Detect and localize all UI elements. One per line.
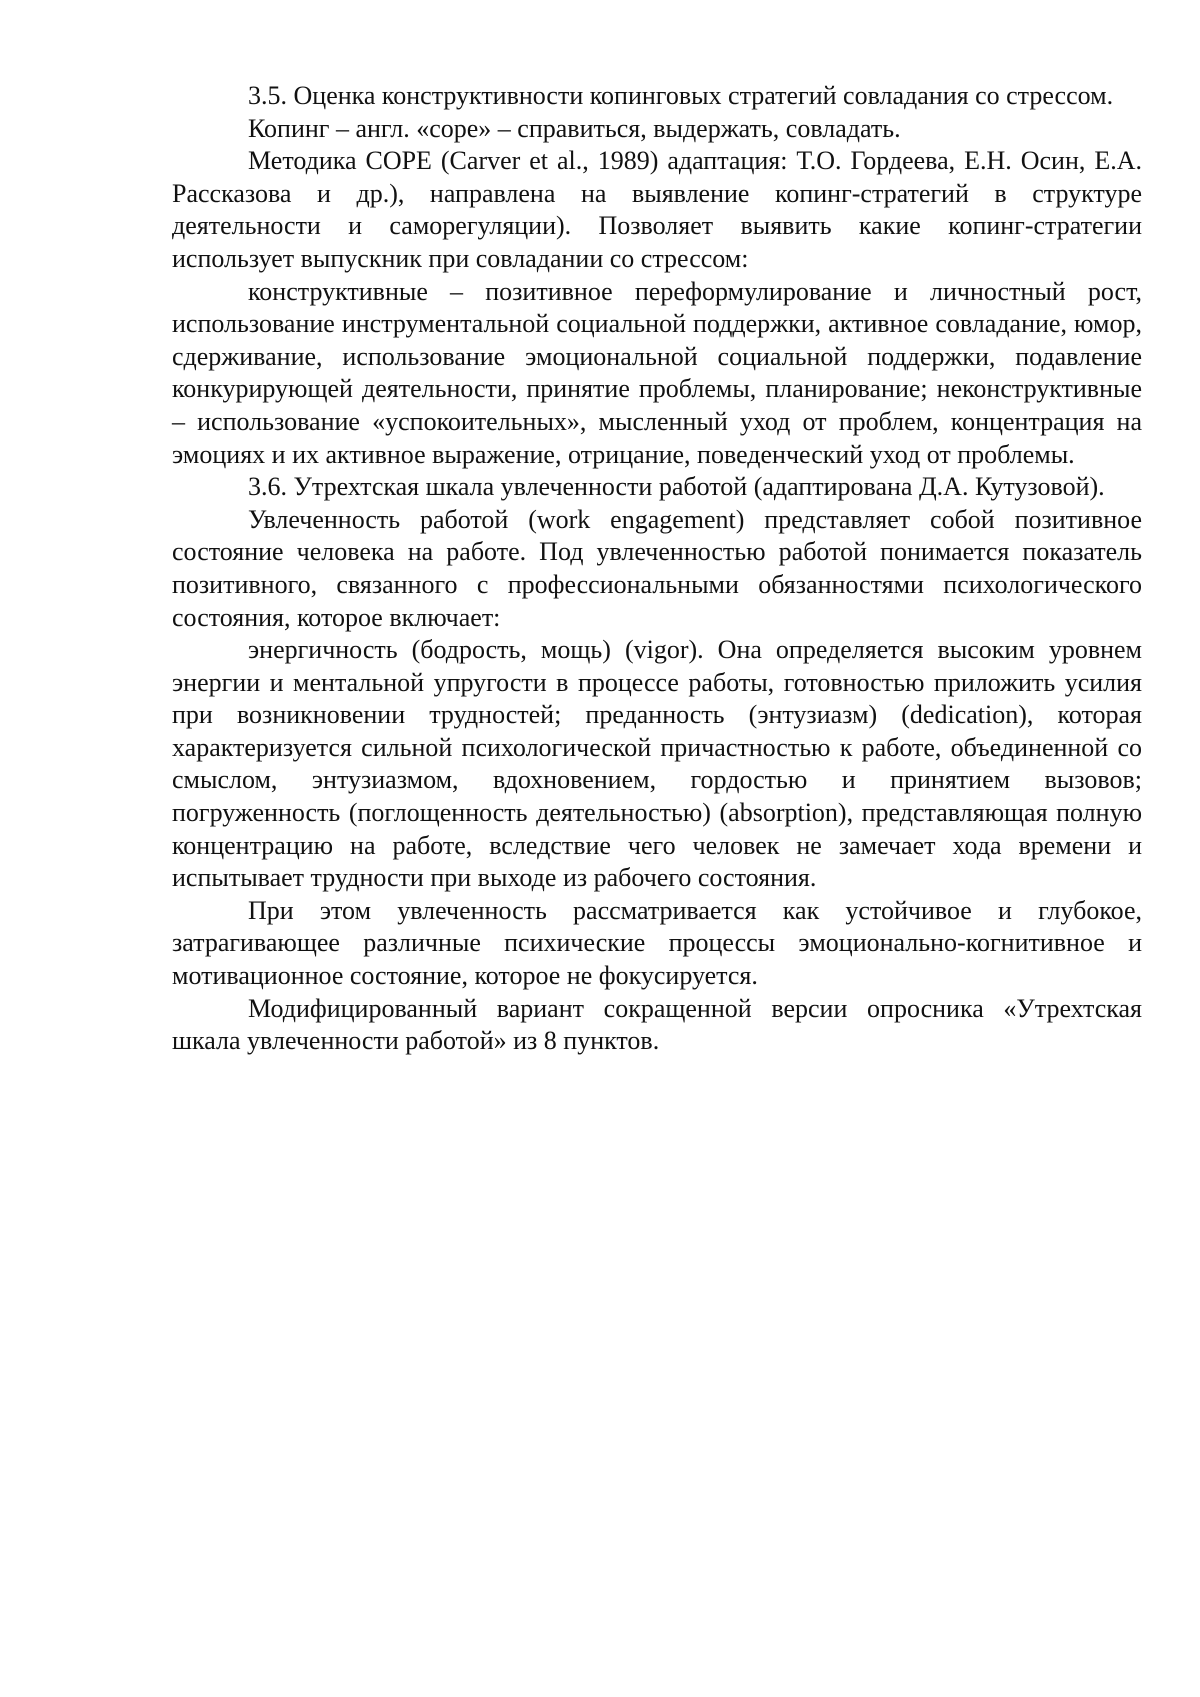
document-body [172,80,1142,1058]
coping-definition: Копинг – англ. «cope» – справиться, выдержать, совладать. [248,113,901,143]
section-heading-3-6: 3.6. Утрехтская шкала увлеченности работой (адаптирована Д.А. Кутузовой). [248,472,1105,502]
questionnaire-version-note: Модифицированный вариант сокращенной версии опросника «Утрехтская шкала увлеченности работой» из 8 пунктов. [172,993,1142,1056]
cope-method-description: Методика СОРЕ (Carver et al., 1989) адаптация: Т.О. Гордеева, Е.Н. Осин, Е.А. Рассказова и др.), направлена на выявление копинг-стратегий в структуре деятельности и саморегуляции). Позволяет выявить какие копинг-стратегии использует выпускник при совладании со стрессом: [172,146,1142,273]
coping-strategies-list: конструктивные – позитивное переформулирование и личностный рост, использование инструментальной социальной поддержки, активное совладание, юмор, сдерживание, использование эмоциональной социальной поддержки, подавление конкурирующей деятельности, принятие проблемы, планирование; неконструктивные – использование «успокоительных», мысленный уход от проблем, концентрация на эмоциях и их активное выражение, отрицание, поведенческий уход от проблемы. [172,276,1142,469]
section-heading-3-5: 3.5. Оценка конструктивности копинговых стратегий совладания со стрессом. [248,81,1114,110]
work-engagement-definition: Увлеченность работой (work engagement) представляет собой позитивное состояние человека на работе. Под увлеченностью работой понимается показатель позитивного, связанного с профессиональными обязанностями психологического состояния, которое включает: [172,504,1142,632]
engagement-components: энергичность (бодрость, мощь) (vigor). Она определяется высоким уровнем энергии и ментальной упругости в процессе работы, готовностью приложить усилия при возникновении трудностей; преданность (энтузиазм) (dedication), которая характеризуется сильной психологической причастностью к работе, объединенной со смыслом, энтузиазмом, вдохновением, гордостью и принятием вызовов; погруженность (поглощенность деятельностью) (absorption), представляющая полную концентрацию на работе, вследствие чего человек не замечает хода времени и испытывает трудности при выходе из рабочего состояния. [172,635,1142,893]
engagement-stability-note: При этом увлеченность рассматривается как устойчивое и глубокое, затрагивающее различные психические процессы эмоционально-когнитивное и мотивационное состояние, которое не фокусируется. [172,895,1142,991]
